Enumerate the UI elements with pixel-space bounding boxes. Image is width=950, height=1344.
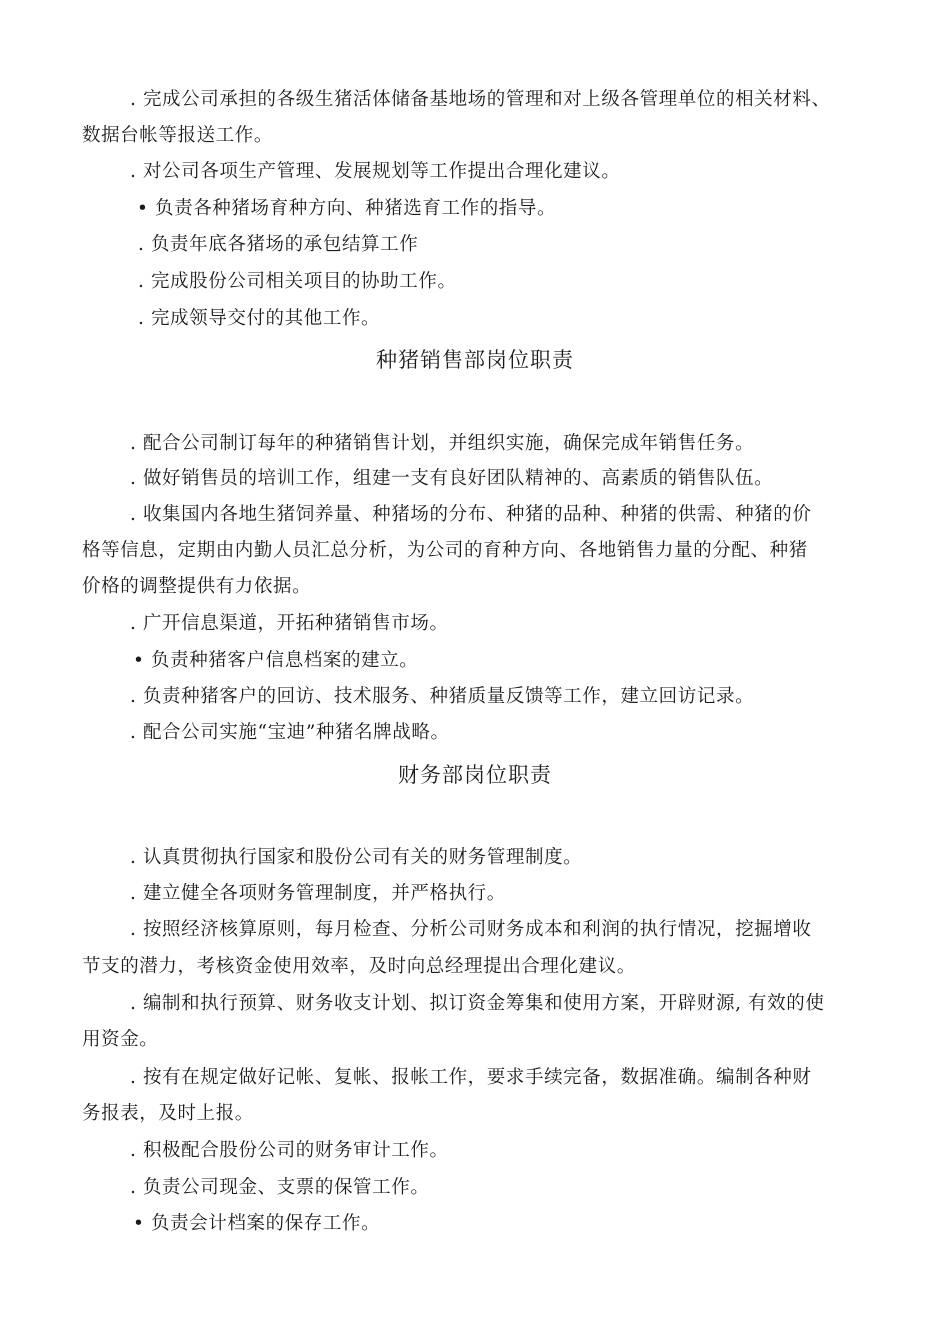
duty-item-continuation: 格等信息，定期由内勤人员汇总分析，为公司的育种方向、各地销售力量的分配、种猪 <box>82 540 808 561</box>
duty-item-continuation: 务报表，及时上报。 <box>82 1103 254 1124</box>
duty-item: . 认真贯彻执行国家和股份公司有关的财务管理制度。 <box>130 847 583 868</box>
duty-item: . 收集国内各地生猪饲养量、种猪场的分布、种猪的品种、种猪的供需、种猪的价 <box>130 504 812 525</box>
duty-item: . 广开信息渠道，开拓种猪销售市场。 <box>130 613 449 634</box>
duty-item: • 负责各种猪场育种方向、种猪选育工作的指导。 <box>137 198 557 219</box>
duty-item-continuation: 价格的调整提供有力依据。 <box>82 576 312 597</box>
duty-item: . 编制和执行预算、财务收支计划、拟订资金筹集和使用方案，开辟财源, 有效的使 <box>130 993 825 1014</box>
duty-item: . 建立健全各项财务管理制度，并严格执行。 <box>130 883 506 904</box>
duty-item: . 积极配合股份公司的财务审计工作。 <box>130 1140 449 1161</box>
duty-item: . 完成股份公司相关项目的协助工作。 <box>138 271 457 292</box>
duty-item-continuation: 节支的潜力，考核资金使用效率，及时向总经理提出合理化建议。 <box>82 956 636 977</box>
duty-item: . 配合公司实施“宝迪”种猪名牌战略。 <box>130 722 450 743</box>
duty-item: . 负责种猪客户的回访、技术服务、种猪质量反馈等工作，建立回访记录。 <box>130 686 755 707</box>
duty-item: • 负责种猪客户信息档案的建立。 <box>133 650 419 671</box>
duty-item: . 对公司各项生产管理、发展规划等工作提出合理化建议。 <box>130 161 621 182</box>
section-title-finance: 财务部岗位职责 <box>398 763 552 787</box>
duty-item: . 做好销售员的培训工作，组建一支有良好团队精神的、高素质的销售队伍。 <box>130 468 774 489</box>
section-title-breeding-pig-sales: 种猪销售部岗位职责 <box>376 348 574 372</box>
duty-item: • 负责会计档案的保存工作。 <box>133 1213 381 1234</box>
duty-item: . 负责公司现金、支票的保管工作。 <box>130 1177 430 1198</box>
duty-item: . 配合公司制订每年的种猪销售计划，并组织实施，确保完成年销售任务。 <box>130 433 755 454</box>
duty-item: . 完成领导交付的其他工作。 <box>138 308 381 329</box>
duty-item-continuation: 用资金。 <box>82 1029 159 1050</box>
duty-item-continuation: 数据台帐等报送工作。 <box>82 125 274 146</box>
duty-item: . 按有在规定做好记帐、复帐、报帐工作，要求手续完备，数据准确。编制各种财 <box>130 1067 812 1088</box>
duty-item: . 负责年底各猪场的承包结算工作 <box>138 234 419 255</box>
duty-item: . 完成公司承担的各级生猪活体储备基地场的管理和对上级各管理单位的相关材料、 <box>130 89 831 110</box>
duty-item: . 按照经济核算原则，每月检查、分析公司财务成本和利润的执行情况，挖掘增收 <box>130 919 812 940</box>
